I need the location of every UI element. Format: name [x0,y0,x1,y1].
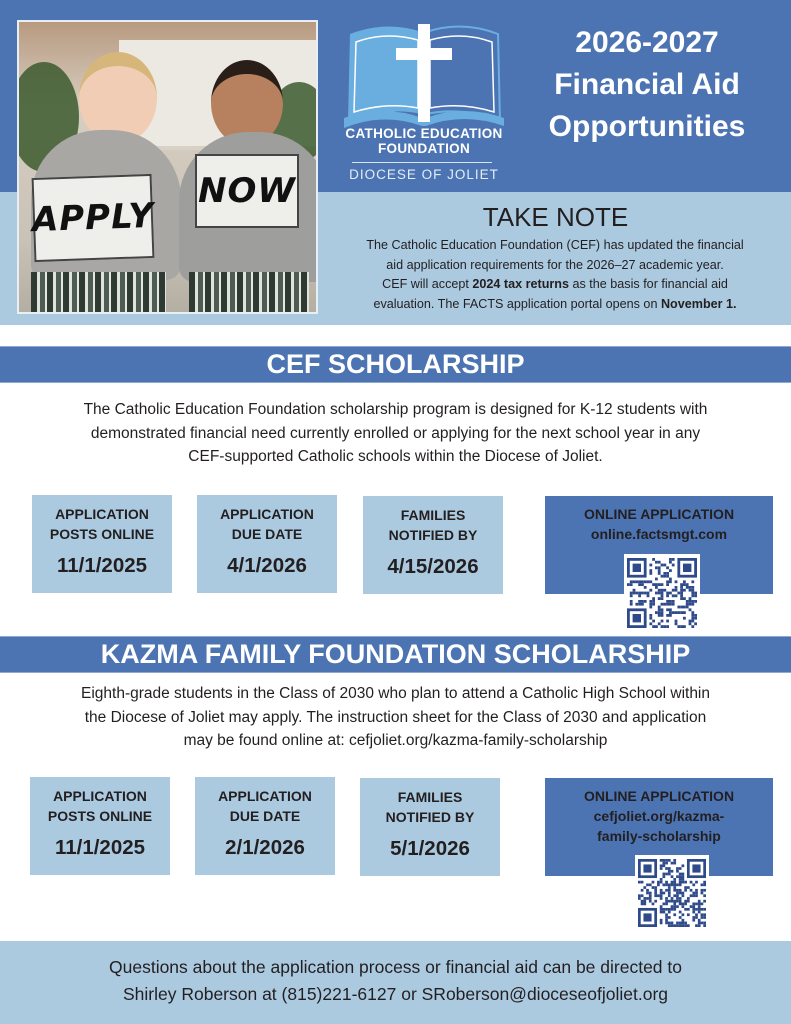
date-label: FAMILIES NOTIFIED BY [388,507,478,543]
tax-returns-emphasis: 2024 tax returns [472,277,569,291]
description-line: the Diocese of Joliet may apply. The instruction sheet for the Class of 2030 and application [84,708,707,726]
cef-qr-code[interactable] [624,554,700,632]
logo-cross-vertical [418,24,430,122]
date-label: APPLICATION POSTS ONLINE [47,788,153,824]
footer-contact-line[interactable]: Shirley Roberson at (815)221-6127 or SRoberson@dioceseofjoliet.org [122,984,669,1004]
description-line: The Catholic Education Foundation scholarship program is designed for K-12 students with [83,401,708,418]
cef-posts-online-box [32,495,172,593]
kazma-description [10,682,781,753]
take-note-line [322,275,788,295]
skirt-right [189,272,309,314]
logo-text-foundation: FOUNDATION [378,141,470,156]
online-application-title: ONLINE APPLICATION [583,506,735,522]
kazma-qr-code[interactable] [635,855,709,931]
description-line[interactable]: may be found online at: cefjoliet.org/kazma-family-scholarship [183,732,608,749]
title-line-years: 2026-2027 [575,26,719,59]
cef-notified-by-box [363,496,503,594]
take-note-line: The Catholic Education Foundation (CEF) has updated the financial [366,238,744,252]
take-note-text-part: CEF will accept [382,277,473,291]
date-label: APPLICATION DUE DATE [218,788,312,824]
logo-text-diocese: DIOCESE OF JOLIET [349,167,499,182]
take-note-heading: TAKE NOTE [482,202,629,232]
date-value: 5/1/2026 [390,837,470,860]
now-sign: NOW [195,154,299,228]
cef-book-cross-logo [336,14,512,190]
cef-scholarship-heading: CEF SCHOLARSHIP [0,346,791,383]
skirt-left [31,272,166,314]
cef-due-date-box [197,495,337,593]
qr-code-icon [627,557,697,629]
logo-divider [352,162,492,163]
take-note-line [322,295,788,315]
kazma-posts-online-box [30,777,170,875]
cef-description [10,398,781,469]
kazma-due-date-box [195,777,335,875]
date-value: 2/1/2026 [225,836,305,859]
date-value: 11/1/2025 [54,836,146,859]
qr-code-icon [638,858,706,928]
date-label: FAMILIES NOTIFIED BY [385,789,475,825]
date-value: 4/1/2026 [227,554,307,577]
date-value: 4/15/2026 [387,555,479,578]
online-application-link[interactable]: cefjoliet.org/kazma- [593,808,725,824]
contact-footer [0,941,791,1024]
online-application-title: ONLINE APPLICATION [583,788,735,804]
description-line: demonstrated financial need currently enrolled or applying for the next school year in any [90,424,701,442]
apply-sign: APPLY [32,174,155,262]
kazma-notified-by-box [360,778,500,876]
kazma-scholarship-heading: KAZMA FAMILY FOUNDATION SCHOLARSHIP [0,636,791,673]
logo-cross-horizontal [396,48,452,60]
logo-text-catholic-education: CATHOLIC EDUCATION [345,126,503,141]
take-note-line: aid application requirements for the 2026–27 academic year. [386,257,724,272]
page-title [512,22,782,148]
footer-line: Questions about the application process or financial aid can be directed to [109,957,682,977]
description-line: CEF-supported Catholic schools within the Diocese of Joliet. [188,448,603,465]
students-photo [17,20,318,314]
take-note-text-part: evaluation. The FACTS application portal opens on [373,296,661,311]
take-note-text [322,236,788,314]
date-value: 11/1/2025 [56,554,148,577]
title-line-opportunities: Opportunities [548,110,746,143]
portal-date-emphasis: November 1. [660,296,737,311]
title-line-financial-aid: Financial Aid [554,68,740,101]
date-label: APPLICATION DUE DATE [220,506,314,542]
description-line: Eighth-grade students in the Class of 2030 who plan to attend a Catholic High School within [81,685,710,702]
take-note-text-part: as the basis for financial aid [568,277,728,291]
date-label: APPLICATION POSTS ONLINE [49,506,155,542]
online-application-link[interactable]: family-scholarship [597,828,721,844]
online-application-link[interactable]: online.factsmgt.com [590,526,728,542]
